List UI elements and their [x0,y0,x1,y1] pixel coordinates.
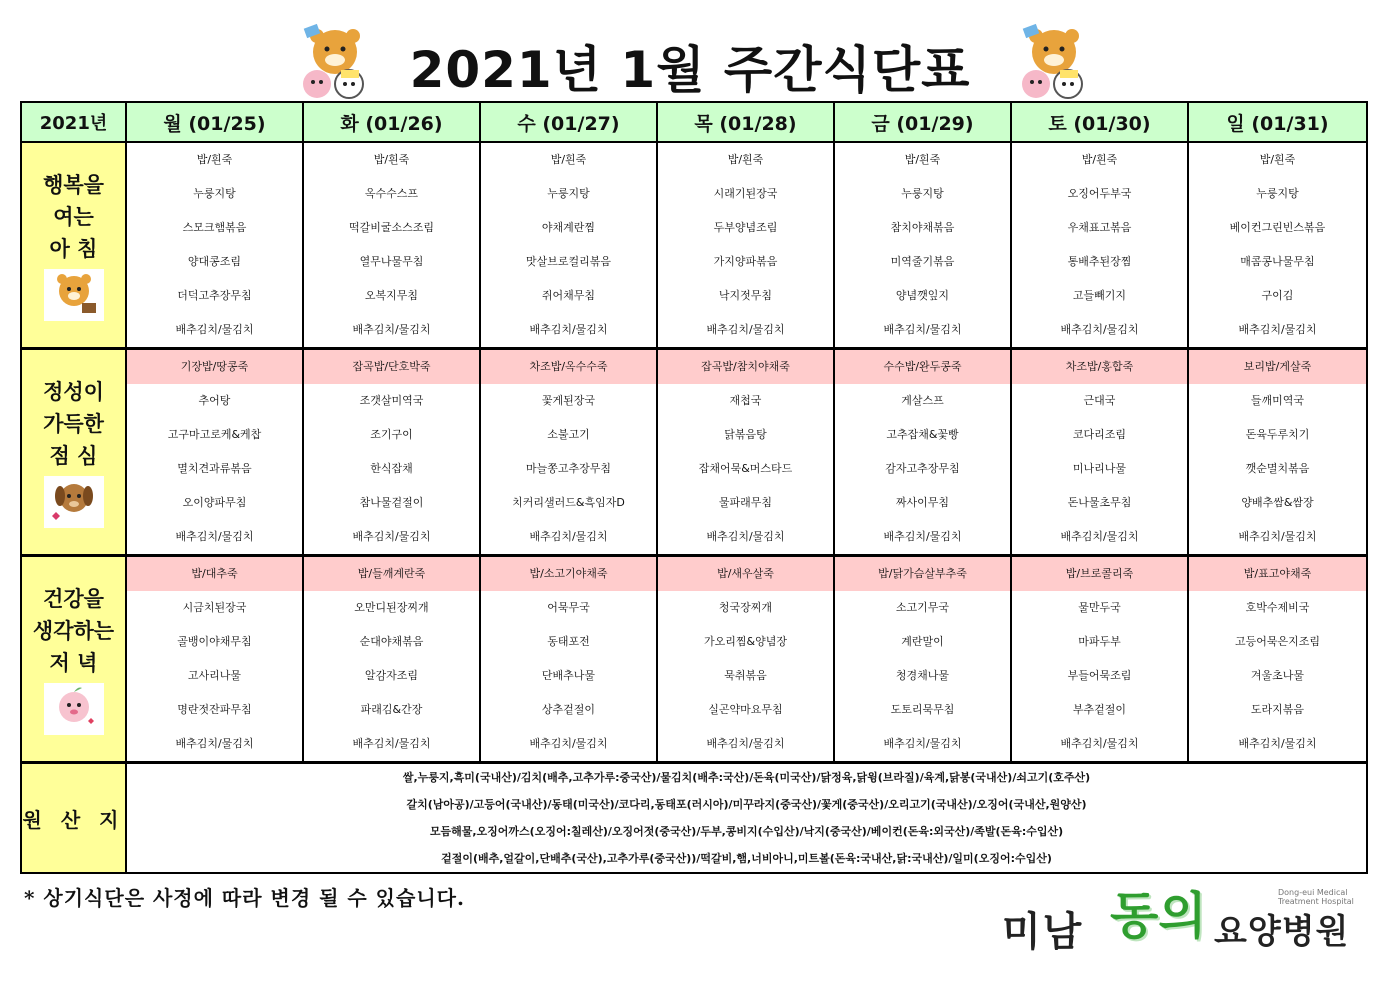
menu-item: 구이김 [1261,289,1294,302]
menu-item: 시금치된장국 [182,601,247,614]
menu-item: 고등어묵은지조림 [1234,635,1320,648]
menu-item: 배추김치/물김치 [1238,530,1317,543]
menu-cell [657,142,834,349]
menu-item: 순대야채볶음 [359,635,424,648]
menu-item: 도라지볶음 [1250,703,1305,716]
menu-item: 물만두국 [1078,601,1121,614]
menu-cell [303,142,480,349]
menu-cell [303,556,480,763]
meal-row-breakfast [21,142,1367,349]
meal-row-dinner [21,556,1367,763]
peach-avatar-icon [44,683,104,735]
weekly-menu-table [20,101,1368,874]
menu-item: 가오리찜&양념장 [704,635,787,648]
menu-cell [834,142,1011,349]
menu-item: 호박수제비국 [1245,601,1310,614]
menu-item: 밥/흰죽 [904,153,941,166]
porridge-item: 밥/대추죽 [127,557,302,591]
porridge-item: 잡곡밥/참치야채죽 [658,350,833,384]
menu-item: 오이양파무침 [182,496,247,509]
day-header-wed: 수 (01/27) [480,102,657,142]
porridge-item: 밥/새우살죽 [658,557,833,591]
menu-item: 더덕고추장무침 [177,289,252,302]
bear-mascot-icon [1006,22,1098,104]
menu-item: 배추김치/물김치 [175,737,254,750]
menu-item: 한식잡채 [370,462,413,475]
porridge-item: 수수밥/완두콩죽 [835,350,1010,384]
menu-cell [480,349,657,556]
origin-line: 갈치(남아공)/고등어(국내산)/동태(미국산)/코다리,동태포(러시아)/미꾸라지(중국산)/꽃게(중국산)/오리고기(국내산)/오징어(국내산,원양산) [406,798,1087,811]
menu-item: 열무나물무침 [359,255,424,268]
menu-item: 가지양파볶음 [713,255,778,268]
menu-item: 고들빼기지 [1072,289,1127,302]
porridge-item: 밥/표고야채죽 [1189,557,1366,591]
day-header-fri: 금 (01/29) [834,102,1011,142]
menu-item: 배추김치/물김치 [706,530,785,543]
menu-cell [1188,556,1367,763]
menu-item: 낙지젓무침 [718,289,773,302]
menu-cell [1011,142,1188,349]
menu-item: 배추김치/물김치 [1238,323,1317,336]
header-row [21,102,1367,142]
logo-english-line: Treatment Hospital [1278,897,1354,906]
menu-item: 미역줄기볶음 [890,255,955,268]
menu-cell [1011,349,1188,556]
porridge-item: 기장밥/땅콩죽 [127,350,302,384]
meal-label-dinner [21,556,126,763]
menu-item: 배추김치/물김치 [352,737,431,750]
menu-item: 배추김치/물김치 [706,737,785,750]
menu-item: 알감자조림 [364,669,419,682]
menu-item: 배추김치/물김치 [529,530,608,543]
menu-item: 누룽지탕 [901,187,944,200]
logo-text-part1: 미남 [1002,909,1084,955]
menu-item: 밥/흰죽 [1259,153,1296,166]
menu-item: 양배추쌈&쌈장 [1241,496,1314,509]
menu-item: 잡채어묵&머스타드 [698,462,793,475]
meal-row-lunch [21,349,1367,556]
menu-item: 조기구이 [370,428,413,441]
menu-item: 겨울초나물 [1250,669,1305,682]
menu-item: 배추김치/물김치 [706,323,785,336]
menu-cell [657,556,834,763]
menu-item: 근대국 [1083,394,1116,407]
menu-item: 밥/흰죽 [196,153,233,166]
menu-item: 베이컨그린빈스볶음 [1229,221,1326,234]
menu-item: 게살스프 [901,394,944,407]
notice-text: * 상기식단은 사정에 따라 변경 될 수 있습니다. [24,886,465,910]
menu-item: 배추김치/물김치 [352,323,431,336]
menu-item: 감자고추장무침 [885,462,960,475]
menu-item: 배추김치/물김치 [352,530,431,543]
menu-item: 누룽지탕 [193,187,236,200]
year-header: 2021년 [21,102,126,142]
menu-item: 밥/흰죽 [1081,153,1118,166]
menu-item: 물파래무침 [718,496,773,509]
menu-item: 오복지무침 [364,289,419,302]
page-title: 2021년 1월 주간식단표 [409,41,971,99]
bear-mascot-icon [287,22,379,104]
menu-item: 밥/흰죽 [727,153,764,166]
menu-item: 배추김치/물김치 [1060,737,1139,750]
origin-row [21,763,1367,874]
menu-cell [834,556,1011,763]
meal-label-line: 아 침 [49,237,98,261]
menu-item: 코다리조림 [1072,428,1127,441]
menu-item: 배추김치/물김치 [1238,737,1317,750]
menu-item: 꽃게된장국 [541,394,596,407]
menu-item: 명란젓잔파무침 [177,703,252,716]
bear-avatar-icon [44,269,104,321]
menu-item: 배추김치/물김치 [175,323,254,336]
menu-item: 우채표고볶음 [1067,221,1132,234]
menu-item: 밥/흰죽 [373,153,410,166]
menu-item: 실곤약마요무침 [708,703,783,716]
hospital-logo [1000,868,1370,958]
menu-cell [303,349,480,556]
menu-item: 깻순멸치볶음 [1245,462,1310,475]
meal-label-line: 점 심 [49,444,98,468]
meal-label-breakfast [21,142,126,349]
menu-cell [480,556,657,763]
menu-item: 양대콩조림 [187,255,242,268]
meal-label-line: 행복을 [43,173,104,197]
menu-item: 닭볶음탕 [724,428,767,441]
menu-cell [834,349,1011,556]
day-header-thu: 목 (01/28) [657,102,834,142]
porridge-item: 밥/들깨계란죽 [304,557,479,591]
menu-item: 고추잡채&꽃빵 [886,428,959,441]
logo-english-line: Dong-eui Medical [1278,888,1348,897]
menu-item: 멸치견과류볶음 [177,462,252,475]
meal-label-line: 여는 [53,205,94,229]
menu-item: 골뱅이야채무침 [177,635,252,648]
menu-item: 파래김&간장 [360,703,423,716]
logo-text-part3: 요양병원 [1214,912,1350,952]
meal-label-line: 건강을 [43,587,104,611]
origin-line: 겉절이(배추,얼갈이,단배추(국산),고추가루(중국산))/떡갈비,햄,너비아니,미트볼(돈육:국내산,닭:국내산)/일미(오징어:수입산) [441,852,1052,865]
menu-item: 어묵무국 [547,601,590,614]
menu-item: 돈나물초무침 [1067,496,1132,509]
menu-item: 배추김치/물김치 [883,530,962,543]
day-header-sat: 토 (01/30) [1011,102,1188,142]
menu-item: 배추김치/물김치 [529,323,608,336]
menu-cell [126,142,303,349]
menu-item: 오만디된장찌개 [354,601,429,614]
menu-cell [480,142,657,349]
menu-item: 오징어두부국 [1067,187,1132,200]
origin-line: 쌀,누룽지,흑미(국내산)/김치(배추,고추가루:중국산)/물김치(배추:국산)/돈육(미국산)/닭정육,닭윙(브라질)/육계,닭봉(국내산)/쇠고기(호주산) [402,771,1091,784]
menu-item: 참치야채볶음 [890,221,955,234]
meal-label-line: 가득한 [43,412,104,436]
meal-label-line: 정성이 [43,380,104,404]
logo-english [1278,888,1358,906]
menu-item: 누룽지탕 [1256,187,1299,200]
menu-item: 소고기무국 [895,601,950,614]
menu-cell [1188,142,1367,349]
menu-item: 누룽지탕 [547,187,590,200]
menu-item: 미나리나물 [1072,462,1127,475]
title-bar [0,14,1394,104]
porridge-item: 잡곡밥/단호박죽 [304,350,479,384]
porridge-item: 차조밥/옥수수죽 [481,350,656,384]
meal-label-line: 생각하는 [32,619,115,643]
menu-item: 조갯살미역국 [359,394,424,407]
menu-item: 마늘쫑고추장무침 [525,462,611,475]
meal-label-line: 저 녁 [49,651,98,675]
menu-cell [1188,349,1367,556]
menu-item: 동태포전 [547,635,590,648]
menu-item: 마파두부 [1078,635,1121,648]
menu-item: 들깨미역국 [1250,394,1305,407]
menu-item: 부들어묵조림 [1067,669,1132,682]
menu-item: 단배추나물 [541,669,596,682]
origin-label: 원 산 지 [21,763,126,874]
menu-cell [1011,556,1188,763]
menu-item: 짜사이무침 [895,496,950,509]
menu-item: 청국장찌개 [718,601,773,614]
menu-item: 도토리묵무침 [890,703,955,716]
menu-item: 돈육두루치기 [1245,428,1310,441]
menu-item: 참나물겉절이 [359,496,424,509]
menu-item: 배추김치/물김치 [529,737,608,750]
menu-item: 치커리샐러드&흑임자D [512,496,625,509]
menu-item: 묵취볶음 [724,669,767,682]
menu-item: 통배추된장찜 [1067,255,1132,268]
menu-item: 배추김치/물김치 [883,323,962,336]
day-header-sun: 일 (01/31) [1188,102,1367,142]
menu-item: 고사리나물 [187,669,242,682]
menu-item: 부추겉절이 [1072,703,1127,716]
porridge-item: 보리밥/게살죽 [1189,350,1366,384]
menu-item: 쥐어채무침 [541,289,596,302]
day-header-tue: 화 (01/26) [303,102,480,142]
menu-item: 양념깻잎지 [895,289,950,302]
menu-item: 배추김치/물김치 [1060,530,1139,543]
dog-avatar-icon [44,476,104,528]
porridge-item: 밥/소고기야채죽 [481,557,656,591]
logo-text-part2: 동의 [1110,887,1207,945]
porridge-item: 차조밥/홍합죽 [1012,350,1187,384]
menu-item: 상추겉절이 [541,703,596,716]
menu-item: 고구마고로케&케찹 [167,428,262,441]
menu-item: 두부양념조림 [713,221,778,234]
menu-cell [126,349,303,556]
menu-item: 시래기된장국 [713,187,778,200]
menu-item: 배추김치/물김치 [175,530,254,543]
menu-item: 야채계란찜 [541,221,596,234]
origin-line: 모듬해물,오징어까스(오징어:칠레산)/오징어젓(중국산)/두부,콩비지(수입산)/낙지(중국산)/베이컨(돈육:외국산)/족발(돈육:수입산) [429,825,1064,838]
menu-item: 맛살브로컬리볶음 [525,255,611,268]
menu-item: 밥/흰죽 [550,153,587,166]
menu-item: 배추김치/물김치 [883,737,962,750]
porridge-item: 밥/닭가슴살부추죽 [835,557,1010,591]
menu-item: 소불고기 [547,428,590,441]
menu-item: 떡갈비굴소스조림 [348,221,434,234]
menu-item: 옥수수스프 [364,187,419,200]
porridge-item: 밥/브로콜리죽 [1012,557,1187,591]
day-header-mon: 월 (01/25) [126,102,303,142]
menu-item: 추어탕 [198,394,231,407]
meal-label-lunch [21,349,126,556]
menu-cell [657,349,834,556]
origin-info [126,763,1367,874]
menu-cell [126,556,303,763]
menu-item: 배추김치/물김치 [1060,323,1139,336]
menu-item: 매콤콩나물무침 [1240,255,1315,268]
menu-item: 청경채나물 [895,669,950,682]
menu-item: 계란말이 [901,635,944,648]
menu-item: 스모크햄볶음 [182,221,247,234]
menu-item: 재첩국 [729,394,762,407]
